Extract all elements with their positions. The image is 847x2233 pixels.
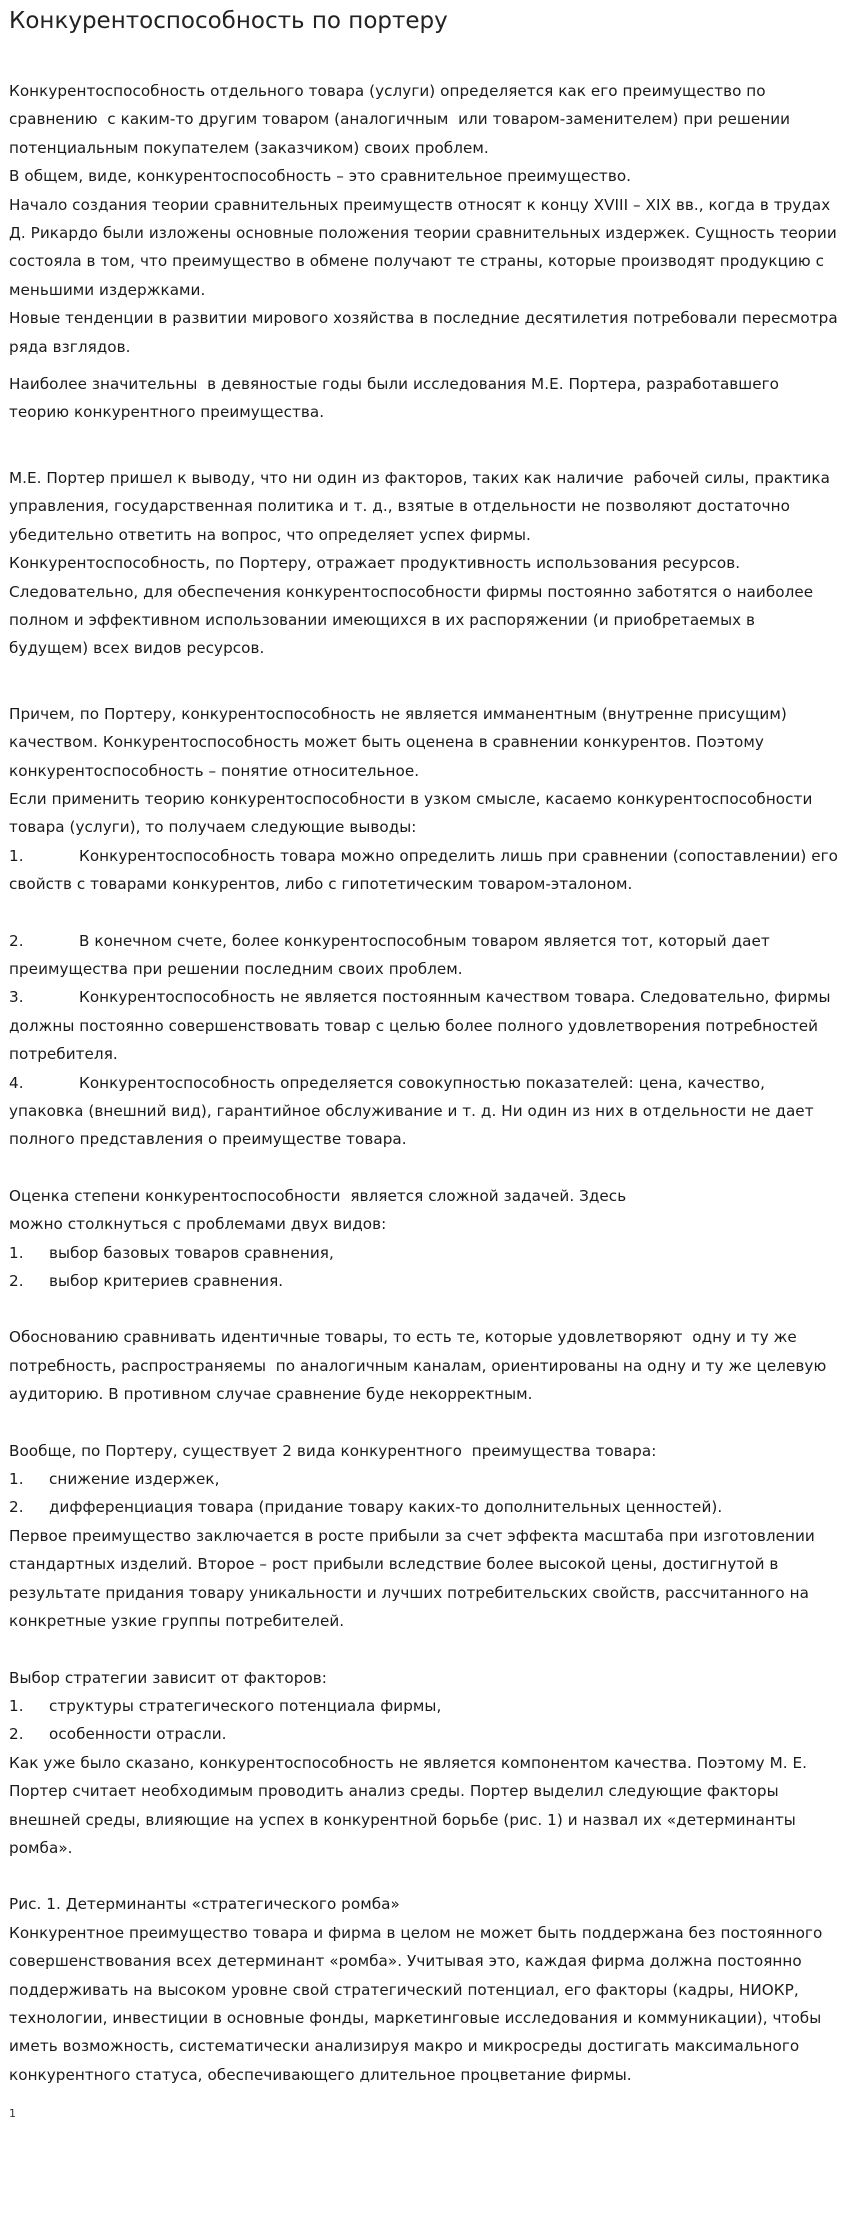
list-number: 1. <box>9 846 24 865</box>
list-item <box>9 1720 838 1748</box>
list-text: структуры стратегического потенциала фирмы, <box>49 1696 442 1715</box>
list-text: Конкурентоспособность определяется совокупностью показателей: цена, качество, упаковка (внешний вид), гарантийное обслуживание и т. д. Ни один из них в отдельности не дает полного представления о преимуществе товара. <box>9 1073 814 1149</box>
list-number: 1. <box>9 1470 24 1489</box>
figure-caption: Рис. 1. Детерминанты «стратегического ромба» <box>9 1895 400 1914</box>
list-item <box>9 1267 838 1295</box>
list-text: Конкурентоспособность не является постоянным качеством товара. Следовательно, фирмы должны постоянно совершенствовать товар с целью более полного удовлетворения потребностей потребителя. <box>9 988 831 1064</box>
paragraph: В общем, виде, конкурентоспособность – это сравнительное преимущество. <box>9 167 632 186</box>
list-item <box>9 1692 838 1720</box>
list-item <box>9 1493 838 1521</box>
paragraph: М.Е. Портер пришел к выводу, что ни один из факторов, таких как наличие рабочей силы, практика управления, государственная политика и т. д., взятые в отдельности не позволяют достаточно убедительно ответить на вопрос, что определяет успех фирмы. <box>9 468 835 544</box>
paragraph: Как уже было сказано, конкурентоспособность не является компонентом качества. Поэтому М. Е. Портер считает необходимым проводить анализ среды. Портер выделил следующие факторы внешней среды, влияющие на успех в конкурентной борьбе (рис. 1) и назвал их «детерминанты ромба». <box>9 1753 812 1857</box>
list-number: 2. <box>9 931 24 950</box>
paragraph: Конкурентное преимущество товара и фирма в целом не может быть поддержана без постоянного совершенствования всех детерминант «ромба». Учитывая это, каждая фирма должна постоянно поддерживать на высоком уровне свой стратегический потенциал, его факторы (кадры, НИОКР, технологии, инвестиции в основные фонды, маркетинговые исследования и коммуникации), чтобы иметь возможность, систематически анализируя макро и микросреды достигать максимального конкурентного статуса, обеспечивающего длительное процветание фирмы. <box>9 1923 828 2084</box>
paragraph: Если применить теорию конкурентоспособности в узком смысле, касаемо конкурентоспособности товара (услуги), то получаем следующие выводы: <box>9 789 818 837</box>
paragraph: Конкурентоспособность, по Портеру, отражает продуктивность использования ресурсов. Следовательно, для обеспечения конкурентоспособности фирмы постоянно заботятся о наиболее полном и эффективном использовании имеющихся в их распоряжении (и приобретаемых в будущем) всех видов ресурсов. <box>9 554 819 658</box>
list-text: снижение издержек, <box>49 1470 220 1489</box>
list-text: Конкурентоспособность товара можно определить лишь при сравнении (сопоставлении) его свойств с товарами конкурентов, либо с гипотетическим товаром-эталоном. <box>9 846 838 894</box>
list-text: В конечном счете, более конкурентоспособным товаром является тот, который дает преимущества при решении последним своих проблем. <box>9 931 770 978</box>
paragraph: Причем, по Портеру, конкурентоспособность не является имманентным (внутренне присущим) качеством. Конкурентоспособность может быть оценена в сравнении конкурентов. Поэтому конкурентоспособность – понятие относительное. <box>9 704 792 780</box>
list-number: 1. <box>9 1696 24 1715</box>
page-title: Конкурентоспособность по портеру <box>9 8 448 34</box>
paragraph: Первое преимущество заключается в росте прибыли за счет эффекта масштаба при изготовлении стандартных изделий. Второе – рост прибыли вследствие более высокой цены, достигнутой в результате придания товару уникальности и лучших потребительских свойств, рассчитанного на конкретные узкие группы потребителей. <box>9 1526 820 1631</box>
page-number: 1 <box>9 2107 16 2121</box>
list-text: дифференциация товара (придание товару каких-то дополнительных ценностей). <box>49 1498 723 1517</box>
list-number: 2. <box>9 1272 24 1291</box>
paragraph: Выбор стратегии зависит от факторов: <box>9 1668 327 1687</box>
paragraph: Конкурентоспособность отдельного товара (услуги) определяется как его преимущество по сравнению с каким-то другим товаром (аналогичным или товаром-заменителем) при решении потенциальным покупателем (заказчиком) своих проблем. <box>9 82 795 157</box>
list-number: 4. <box>9 1073 24 1092</box>
list-item <box>9 927 838 984</box>
list-text: выбор критериев сравнения. <box>49 1272 284 1291</box>
paragraph: Наиболее значительны в девяностые годы были исследования М.Е. Портера, разработавшего теорию конкурентного преимущества. <box>9 375 784 422</box>
list-number: 1. <box>9 1243 24 1262</box>
paragraph: Начало создания теории сравнительных преимуществ относят к концу XVIII – XIX вв., когда в трудах Д. Рикардо были изложены основные положения теории сравнительных издержек. Сущность теории состояла в том, что преимущество в обмене получают те страны, которые производят продукцию с меньшими издержками. <box>9 195 842 299</box>
list-number: 2. <box>9 1498 24 1517</box>
paragraph: Оценка степени конкурентоспособности является сложной задачей. Здесь <box>9 1186 627 1205</box>
list-number: 2. <box>9 1725 24 1744</box>
paragraph: Обоснованию сравнивать идентичные товары, то есть те, которые удовлетворяют одну и ту же потребность, распространяемы по аналогичным каналам, ориентированы на одну и ту же целевую аудиторию. В противном случае сравнение буде некорректным. <box>9 1328 832 1404</box>
list-item <box>9 842 838 899</box>
list-number: 3. <box>9 988 24 1007</box>
list-item <box>9 1465 838 1493</box>
paragraph: Вообще, по Портеру, существует 2 вида конкурентного преимущества товара: <box>9 1441 657 1460</box>
list-text: выбор базовых товаров сравнения, <box>49 1243 334 1262</box>
list-item <box>9 983 838 1068</box>
paragraph: можно столкнуться с проблемами двух видов: <box>9 1215 387 1234</box>
list-item <box>9 1239 838 1267</box>
list-text: особенности отрасли. <box>49 1725 227 1744</box>
document-body <box>9 77 843 2089</box>
list-item <box>9 1069 838 1154</box>
paragraph: Новые тенденции в развитии мирового хозяйства в последние десятилетия потребовали пересмотра ряда взглядов. <box>9 309 843 356</box>
